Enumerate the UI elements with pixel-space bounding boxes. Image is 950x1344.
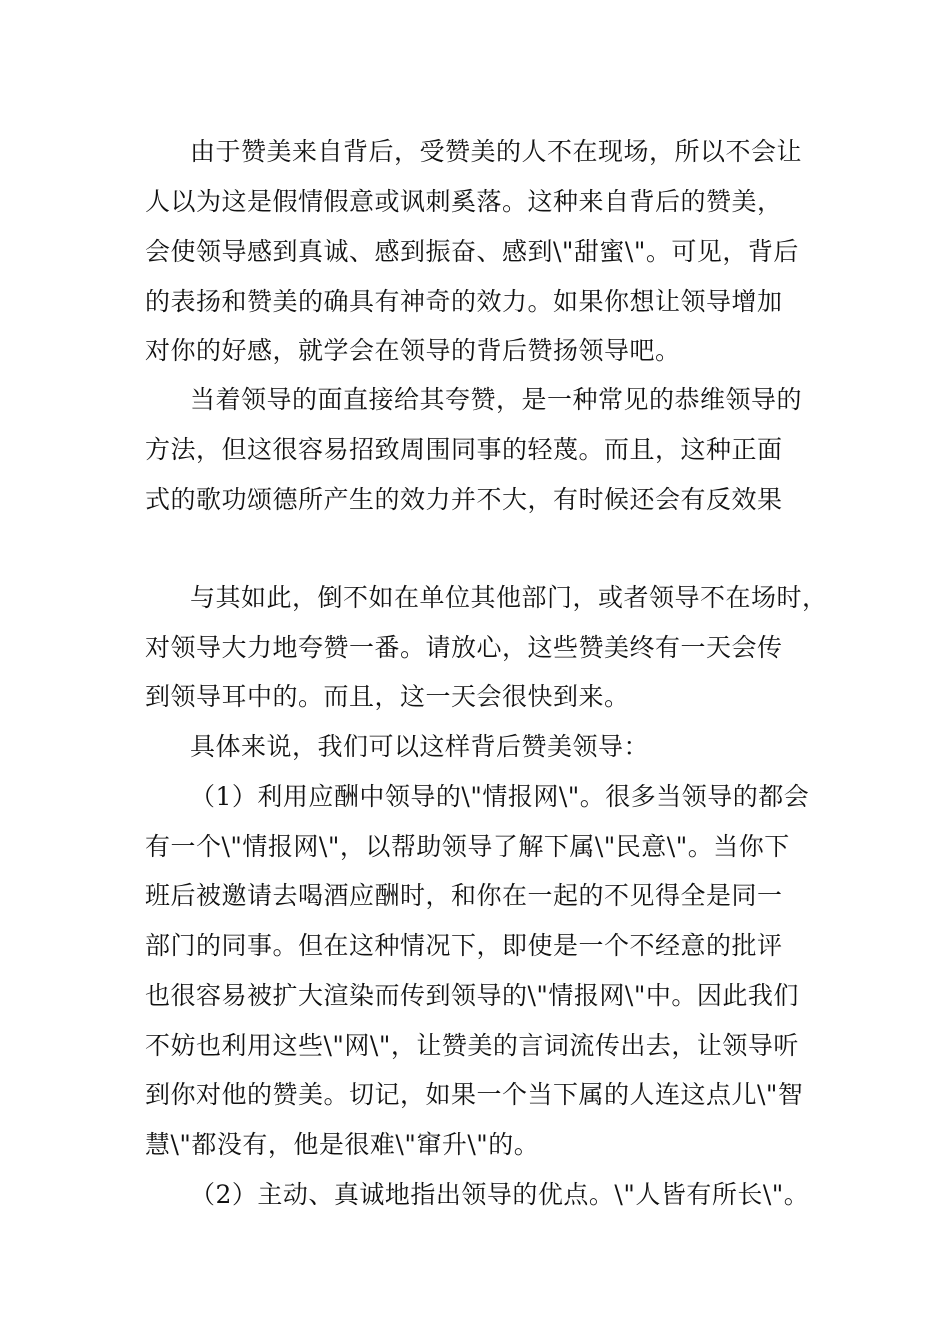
paragraph-2-line-1: 当着领导的面直接给其夸赞，是一种常见的恭维领导的 <box>190 385 803 414</box>
paragraph-5-line-1: （1）利用应酬中领导的\"情报网\"。很多当领导的都会 <box>190 782 810 811</box>
paragraph-5-line-4: 部门的同事。但在这种情况下，即使是一个不经意的批评 <box>145 931 783 960</box>
paragraph-5-line-7: 到你对他的赞美。切记，如果一个当下属的人连这点儿\"智 <box>145 1080 804 1109</box>
paragraph-5-line-3: 班后被邀请去喝酒应酬时，和你在一起的不见得全是同一 <box>145 881 783 910</box>
paragraph-3-line-2: 对领导大力地夸赞一番。请放心，这些赞美终有一天会传 <box>145 633 783 662</box>
paragraph-1-line-1: 由于赞美来自背后，受赞美的人不在现场，所以不会让 <box>190 137 803 166</box>
paragraph-6-line-1: （2）主动、真诚地指出领导的优点。\"人皆有所长\"。 <box>190 1180 810 1209</box>
paragraph-1-line-2: 人以为这是假情假意或讽刺奚落。这种来自背后的赞美， <box>145 187 783 216</box>
paragraph-5-line-6: 不妨也利用这些\"网\"，让赞美的言词流传出去，让领导听 <box>145 1031 799 1060</box>
paragraph-5-line-8: 慧\"都没有，他是很难\"窜升\"的。 <box>145 1130 540 1159</box>
paragraph-3-line-1: 与其如此，倒不如在单位其他部门，或者领导不在场时， <box>190 583 828 612</box>
paragraph-2-line-3: 式的歌功颂德所产生的效力并不大，有时候还会有反效果 <box>145 485 783 514</box>
paragraph-5-line-5: 也很容易被扩大渲染而传到领导的\"情报网\"中。因此我们 <box>145 981 799 1010</box>
paragraph-4-line-1: 具体来说，我们可以这样背后赞美领导： <box>190 732 650 761</box>
paragraph-1-line-4: 的表扬和赞美的确具有神奇的效力。如果你想让领导增加 <box>145 287 783 316</box>
paragraph-5-line-2: 有一个\"情报网\"，以帮助领导了解下属\"民意\"。当你下 <box>145 832 790 861</box>
paragraph-2-line-2: 方法，但这很容易招致周围同事的轻蔑。而且，这种正面 <box>145 435 783 464</box>
paragraph-1-line-5: 对你的好感，就学会在领导的背后赞扬领导吧。 <box>145 336 681 365</box>
paragraph-3-line-3: 到领导耳中的。而且，这一天会很快到来。 <box>145 682 630 711</box>
paragraph-1-line-3: 会使领导感到真诚、感到振奋、感到\"甜蜜\"。可见，背后 <box>145 237 799 266</box>
